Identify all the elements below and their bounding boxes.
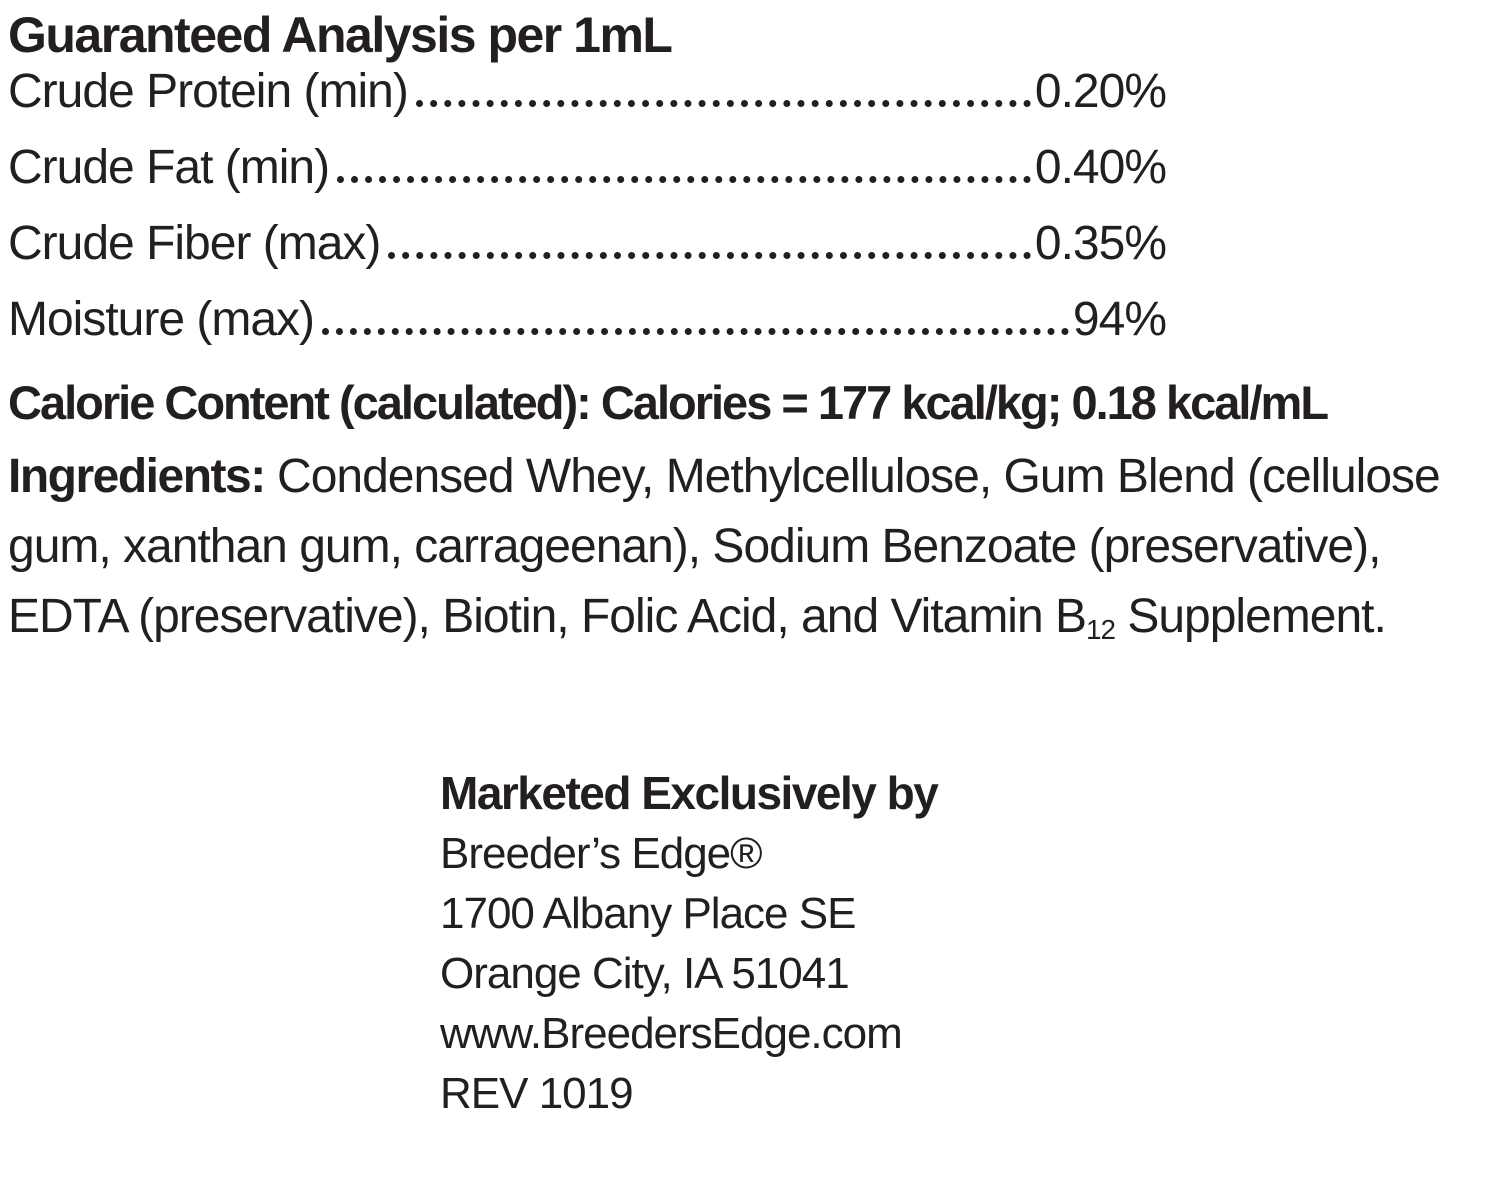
ingredients-label: Ingredients: — [8, 450, 265, 503]
website-url: www.BreedersEdge.com — [440, 1009, 902, 1058]
analysis-row-crude-fat — [8, 140, 1166, 216]
analysis-row-crude-fiber — [8, 216, 1166, 292]
analysis-row-crude-protein — [8, 64, 1166, 140]
address-city-state-zip: Orange City, IA 51041 — [440, 949, 849, 998]
analysis-value: 0.20% — [1034, 65, 1166, 118]
marketing-block — [8, 766, 1492, 1124]
vitamin-b12-subscript: 12 — [1086, 613, 1115, 645]
analysis-row-moisture — [8, 292, 1166, 368]
analysis-name: Moisture (max) — [8, 293, 315, 346]
guaranteed-analysis-title: Guaranteed Analysis per 1mL — [8, 7, 672, 63]
ingredients-paragraph — [8, 442, 1488, 658]
ingredients-text-end: Supplement. — [1114, 590, 1386, 643]
guaranteed-analysis-table — [8, 64, 1166, 368]
analysis-value: 0.35% — [1034, 217, 1166, 270]
analysis-name: Crude Protein (min) — [8, 65, 408, 118]
revision-code: REV 1019 — [440, 1069, 633, 1118]
analysis-name: Crude Fat (min) — [8, 141, 330, 194]
calorie-content-statement: Calorie Content (calculated): Calories = 177 kcal/kg; 0.18 kcal/mL — [8, 376, 1328, 429]
analysis-name: Crude Fiber (max) — [8, 217, 381, 270]
dot-leader — [322, 328, 1069, 335]
analysis-value: 94% — [1072, 293, 1166, 346]
address-street: 1700 Albany Place SE — [440, 889, 856, 938]
analysis-value: 0.40% — [1034, 141, 1166, 194]
company-name: Breeder’s Edge® — [440, 829, 762, 878]
ingredients-text: Condensed Whey, Methylcellulose, Gum Blend (cellulose gum, xanthan gum, carrageenan), Sodium Benzoate (preservative), EDTA (preservative), Biotin, Folic Acid, and Vitamin B — [8, 450, 1440, 643]
dot-leader — [337, 176, 1031, 183]
dot-leader — [388, 252, 1030, 259]
marketed-by-heading: Marketed Exclusively by — [440, 767, 938, 819]
dot-leader — [416, 100, 1031, 107]
